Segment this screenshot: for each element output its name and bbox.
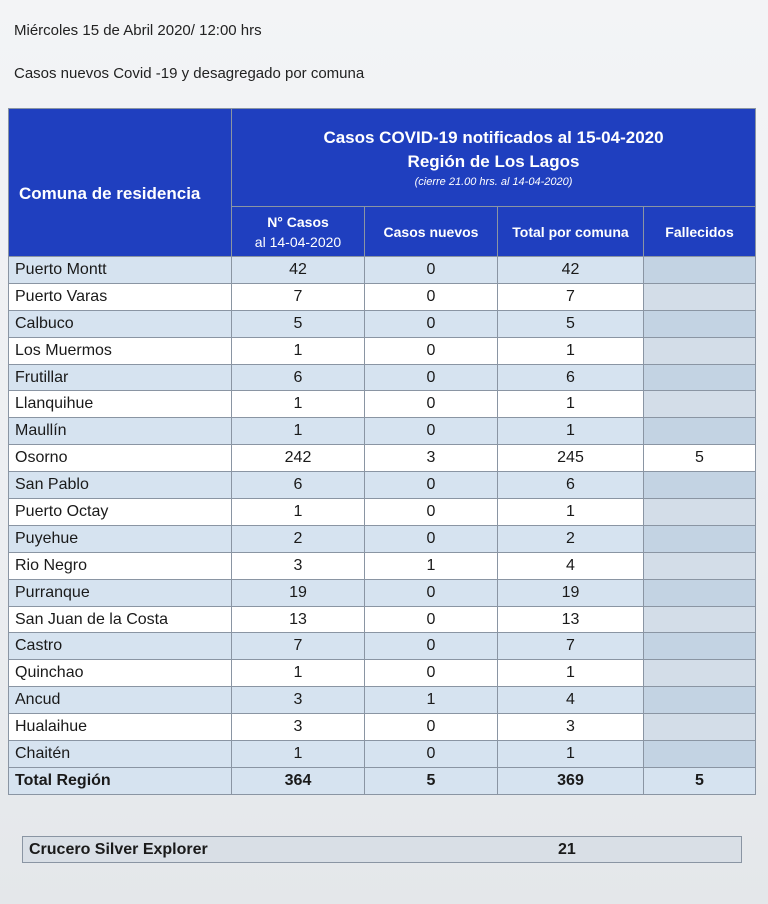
table-row — [9, 418, 756, 445]
casos-cell: 42 — [232, 257, 365, 284]
table-row — [9, 606, 756, 633]
nuevos-cell: 0 — [365, 714, 498, 741]
table-row — [9, 660, 756, 687]
fallecidos-cell — [644, 499, 756, 526]
comuna-cell: Castro — [9, 633, 232, 660]
total-cell: 1 — [498, 660, 644, 687]
table-row — [9, 525, 756, 552]
fallecidos-cell — [644, 257, 756, 284]
table-row — [9, 499, 756, 526]
fallecidos-cell — [644, 310, 756, 337]
casos-cell: 1 — [232, 741, 365, 768]
table-row — [9, 552, 756, 579]
header-title-line1: Casos COVID-19 notificados al 15-04-2020 — [323, 127, 664, 147]
header-nuevos: Casos nuevos — [365, 207, 498, 257]
total-cell: 1 — [498, 741, 644, 768]
crucero-label: Crucero Silver Explorer — [29, 841, 208, 858]
comuna-cell: Los Muermos — [9, 337, 232, 364]
total-cell: 1 — [498, 499, 644, 526]
total-casos: 364 — [232, 767, 365, 794]
fallecidos-cell — [644, 391, 756, 418]
fallecidos-cell — [644, 741, 756, 768]
nuevos-cell: 0 — [365, 660, 498, 687]
comuna-cell: Ancud — [9, 687, 232, 714]
casos-cell: 242 — [232, 445, 365, 472]
comuna-cell: Purranque — [9, 579, 232, 606]
casos-cell: 7 — [232, 283, 365, 310]
casos-cell: 1 — [232, 499, 365, 526]
casos-cell: 13 — [232, 606, 365, 633]
nuevos-cell: 0 — [365, 472, 498, 499]
casos-cell: 3 — [232, 552, 365, 579]
comuna-cell: Chaitén — [9, 741, 232, 768]
table-row — [9, 310, 756, 337]
total-cell: 13 — [498, 606, 644, 633]
nuevos-cell: 0 — [365, 283, 498, 310]
casos-cell: 1 — [232, 660, 365, 687]
header-title-line2: Región de Los Lagos — [407, 151, 580, 171]
nuevos-cell: 0 — [365, 257, 498, 284]
nuevos-cell: 0 — [365, 579, 498, 606]
table-row — [9, 714, 756, 741]
header-total: Total por comuna — [498, 207, 644, 257]
table-row — [9, 472, 756, 499]
table-row — [9, 687, 756, 714]
table-row — [9, 741, 756, 768]
total-cell: 1 — [498, 418, 644, 445]
nuevos-cell: 1 — [365, 552, 498, 579]
table-row — [9, 633, 756, 660]
total-cell: 42 — [498, 257, 644, 284]
comuna-cell: Llanquihue — [9, 391, 232, 418]
table-body — [9, 257, 756, 795]
table-row — [9, 579, 756, 606]
fallecidos-cell — [644, 633, 756, 660]
casos-cell: 2 — [232, 525, 365, 552]
header-comuna: Comuna de residencia — [9, 109, 232, 257]
total-cell: 7 — [498, 283, 644, 310]
casos-cell: 19 — [232, 579, 365, 606]
report-date: Miércoles 15 de Abril 2020/ 12:00 hrs — [14, 22, 262, 39]
total-cell: 6 — [498, 364, 644, 391]
fallecidos-cell — [644, 660, 756, 687]
fallecidos-cell — [644, 579, 756, 606]
casos-cell: 7 — [232, 633, 365, 660]
total-cell: 4 — [498, 552, 644, 579]
total-cell: 245 — [498, 445, 644, 472]
comuna-cell: Rio Negro — [9, 552, 232, 579]
total-cell: 7 — [498, 633, 644, 660]
fallecidos-cell: 5 — [644, 445, 756, 472]
table-row — [9, 391, 756, 418]
fallecidos-cell — [644, 552, 756, 579]
comuna-cell: Quinchao — [9, 660, 232, 687]
covid-cases-table — [8, 108, 756, 795]
total-cell: 1 — [498, 391, 644, 418]
nuevos-cell: 3 — [365, 445, 498, 472]
fallecidos-cell — [644, 472, 756, 499]
fallecidos-cell — [644, 418, 756, 445]
table-row — [9, 337, 756, 364]
table-row — [9, 364, 756, 391]
fallecidos-cell — [644, 337, 756, 364]
total-nuevos: 5 — [365, 767, 498, 794]
casos-cell: 6 — [232, 472, 365, 499]
header-title — [232, 109, 756, 207]
comuna-cell: Puyehue — [9, 525, 232, 552]
nuevos-cell: 0 — [365, 418, 498, 445]
header-ncasos-line1: N° Casos — [267, 213, 329, 230]
table-row — [9, 445, 756, 472]
total-cell: 2 — [498, 525, 644, 552]
comuna-cell: Calbuco — [9, 310, 232, 337]
nuevos-cell: 1 — [365, 687, 498, 714]
nuevos-cell: 0 — [365, 741, 498, 768]
total-cell: 3 — [498, 714, 644, 741]
casos-cell: 1 — [232, 418, 365, 445]
crucero-row — [22, 836, 742, 863]
total-cell: 6 — [498, 472, 644, 499]
comuna-cell: Maullín — [9, 418, 232, 445]
total-cell: 1 — [498, 337, 644, 364]
casos-cell: 3 — [232, 687, 365, 714]
comuna-cell: Puerto Montt — [9, 257, 232, 284]
casos-cell: 1 — [232, 391, 365, 418]
casos-cell: 3 — [232, 714, 365, 741]
total-cell: 4 — [498, 687, 644, 714]
comuna-cell: Osorno — [9, 445, 232, 472]
nuevos-cell: 0 — [365, 499, 498, 526]
total-cell: 19 — [498, 579, 644, 606]
total-total: 369 — [498, 767, 644, 794]
casos-cell: 5 — [232, 310, 365, 337]
nuevos-cell: 0 — [365, 391, 498, 418]
crucero-value: 21 — [558, 841, 576, 858]
casos-cell: 1 — [232, 337, 365, 364]
nuevos-cell: 0 — [365, 633, 498, 660]
fallecidos-cell — [644, 364, 756, 391]
total-label: Total Región — [9, 767, 232, 794]
header-ncasos-line2: al 14-04-2020 — [254, 233, 342, 250]
header-ncasos — [232, 207, 365, 257]
header-title-line3: (cierre 21.00 hrs. al 14-04-2020) — [414, 175, 573, 188]
total-fallecidos: 5 — [644, 767, 756, 794]
comuna-cell: Frutillar — [9, 364, 232, 391]
comuna-cell: Hualaihue — [9, 714, 232, 741]
comuna-cell: Puerto Octay — [9, 499, 232, 526]
comuna-cell: San Pablo — [9, 472, 232, 499]
report-subtitle: Casos nuevos Covid -19 y desagregado por comuna — [14, 65, 365, 82]
fallecidos-cell — [644, 714, 756, 741]
nuevos-cell: 0 — [365, 364, 498, 391]
header-fallecidos: Fallecidos — [644, 207, 756, 257]
table-row — [9, 257, 756, 284]
fallecidos-cell — [644, 283, 756, 310]
nuevos-cell: 0 — [365, 337, 498, 364]
fallecidos-cell — [644, 687, 756, 714]
table-row — [9, 283, 756, 310]
fallecidos-cell — [644, 525, 756, 552]
comuna-cell: San Juan de la Costa — [9, 606, 232, 633]
nuevos-cell: 0 — [365, 525, 498, 552]
total-row — [9, 767, 756, 794]
comuna-cell: Puerto Varas — [9, 283, 232, 310]
nuevos-cell: 0 — [365, 310, 498, 337]
casos-cell: 6 — [232, 364, 365, 391]
nuevos-cell: 0 — [365, 606, 498, 633]
total-cell: 5 — [498, 310, 644, 337]
fallecidos-cell — [644, 606, 756, 633]
